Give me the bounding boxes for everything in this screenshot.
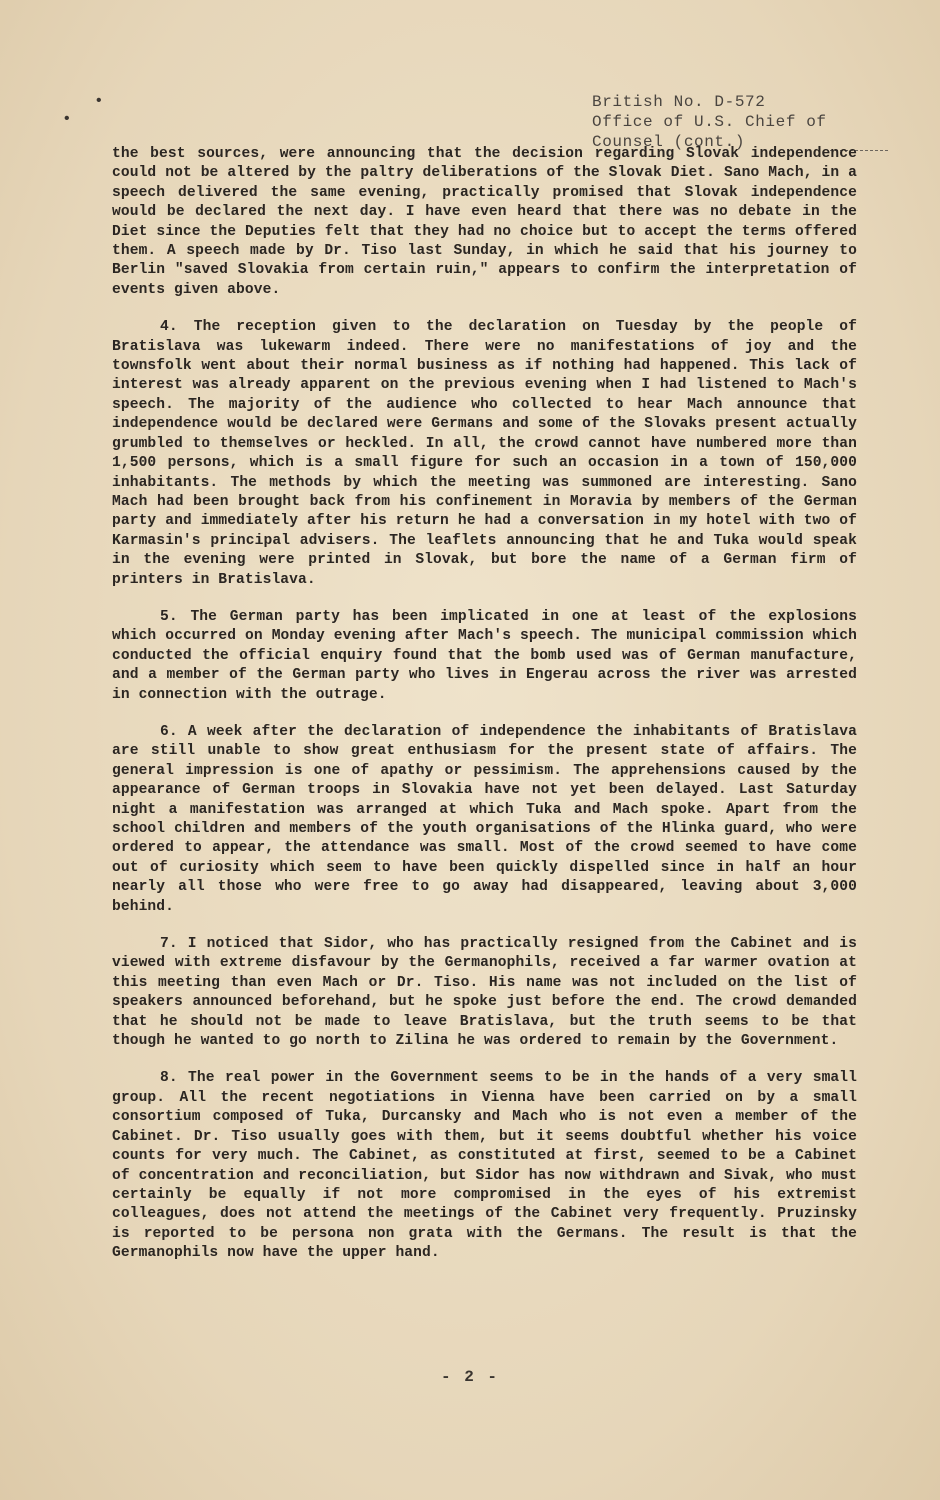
paragraph-continuation: the best sources, were announcing that the decision regarding Slovak independence could not be altered by the paltry deliberations of the Slovak Diet. Sano Mach, in a speech delivered the same evening, practically promised that Slovak independence would be declared the next day. I have even heard that there was no debate in the Diet since the Deputies felt that they had no choice but to accept the terms offered them. A speech made by Dr. Tiso last Sunday, in which he said that his journey to Berlin "saved Slovakia from certain ruin," appears to confirm the interpretation of events given above.	[112, 146, 857, 298]
header-line-2: Office of U.S. Chief of	[592, 113, 827, 131]
paragraph-5: 5. The German party has been implicated in one at least of the explosions which occurred on Monday evening after Mach's speech. The municipal commission which conducted the official enquiry found that the bomb used was of German manufacture, and a member of the German party who lives in Engerau across the river was arrested in connection with the outrage.	[112, 608, 857, 703]
paragraph-8: 8. The real power in the Government seems to be in the hands of a very small group. All the recent negotiations in Vienna have been carried on by a small consortium composed of Tuka, Durcansky and Mach who is not even a member of the Cabinet. Dr. Tiso usually goes with them, but it seems doubtful whether his voice counts for very much. The Cabinet, as constituted at first, seemed to be a Cabinet of concentration and reconciliation, but Sidor has now withdrawn and Sivak, who must certainly be equally if not more compromised in the eyes of his extremist colleagues, does not attend the meetings of the Cabinet very frequently. Pruzinsky is reported to be persona non grata with the Germans. The result is that the Germanophils now have the upper hand.	[112, 1070, 857, 1262]
paragraph-6: 6. A week after the declaration of independence the inhabitants of Bratislava are still unable to show great enthusiasm for the present state of affairs. The general impression is one of apathy or pessimism. The apprehensions caused by the appearance of German troops in Slovakia have not yet been delayed. Last Saturday night a manifestation was arranged at which Tuka and Mach spoke. Apart from the school children and members of the youth organisations of the Hlinka guard, who were ordered to appear, the attendance was small. Most of the crowd seemed to have come out of curiosity which seem to have been quickly dispelled since in half an hour nearly all those who were free to go away had disappeared, leaving about 3,000 behind.	[112, 723, 857, 915]
document-header	[592, 92, 892, 152]
header-line-3: Counsel (cont.)	[592, 133, 746, 151]
page-number: - 2 -	[440, 1368, 499, 1386]
paragraph-4: 4. The reception given to the declaration on Tuesday by the people of Bratislava was lukewarm indeed. There were no manifestations of joy and the townsfolk went about their normal business as if nothing had happened. This lack of interest was already apparent on the previous evening when I had listened to Mach's speech. The majority of the audience who collected to hear Mach announce that independence would be declared were Germans and some of the Slovaks present actually grumbled to themselves or heckled. In all, the crowd cannot have numbered more than 1,500 persons, which is a small figure for such an occasion in a town of 150,000 inhabitants. The methods by which the meeting was summoned are interesting. Sano Mach had been brought back from his confinement in Moravia by members of the German party and immediately after his return he had a conversation in my hotel with two of Karmasin's principal advisers. The leaflets announcing that he and Tuka would speak in the evening were printed in Slovak, but bore the name of a German firm of printers in Bratislava.	[112, 319, 857, 588]
document-body	[112, 145, 857, 1282]
stray-mark: •	[62, 110, 72, 128]
stray-mark: •	[94, 92, 104, 110]
header-line-1: British No. D-572	[592, 93, 766, 111]
paragraph-7: 7. I noticed that Sidor, who has practically resigned from the Cabinet and is viewed with extreme disfavour by the Germanophils, received a far warmer ovation at this meeting than even Mach or Dr. Tiso. His name was not included on the list of speakers announced beforehand, but he spoke just before the end. The crowd demanded that he should not be made to leave Bratislava, but the truth seems to be that though he wanted to go north to Zilina he was ordered to remain by the Government.	[112, 936, 857, 1050]
